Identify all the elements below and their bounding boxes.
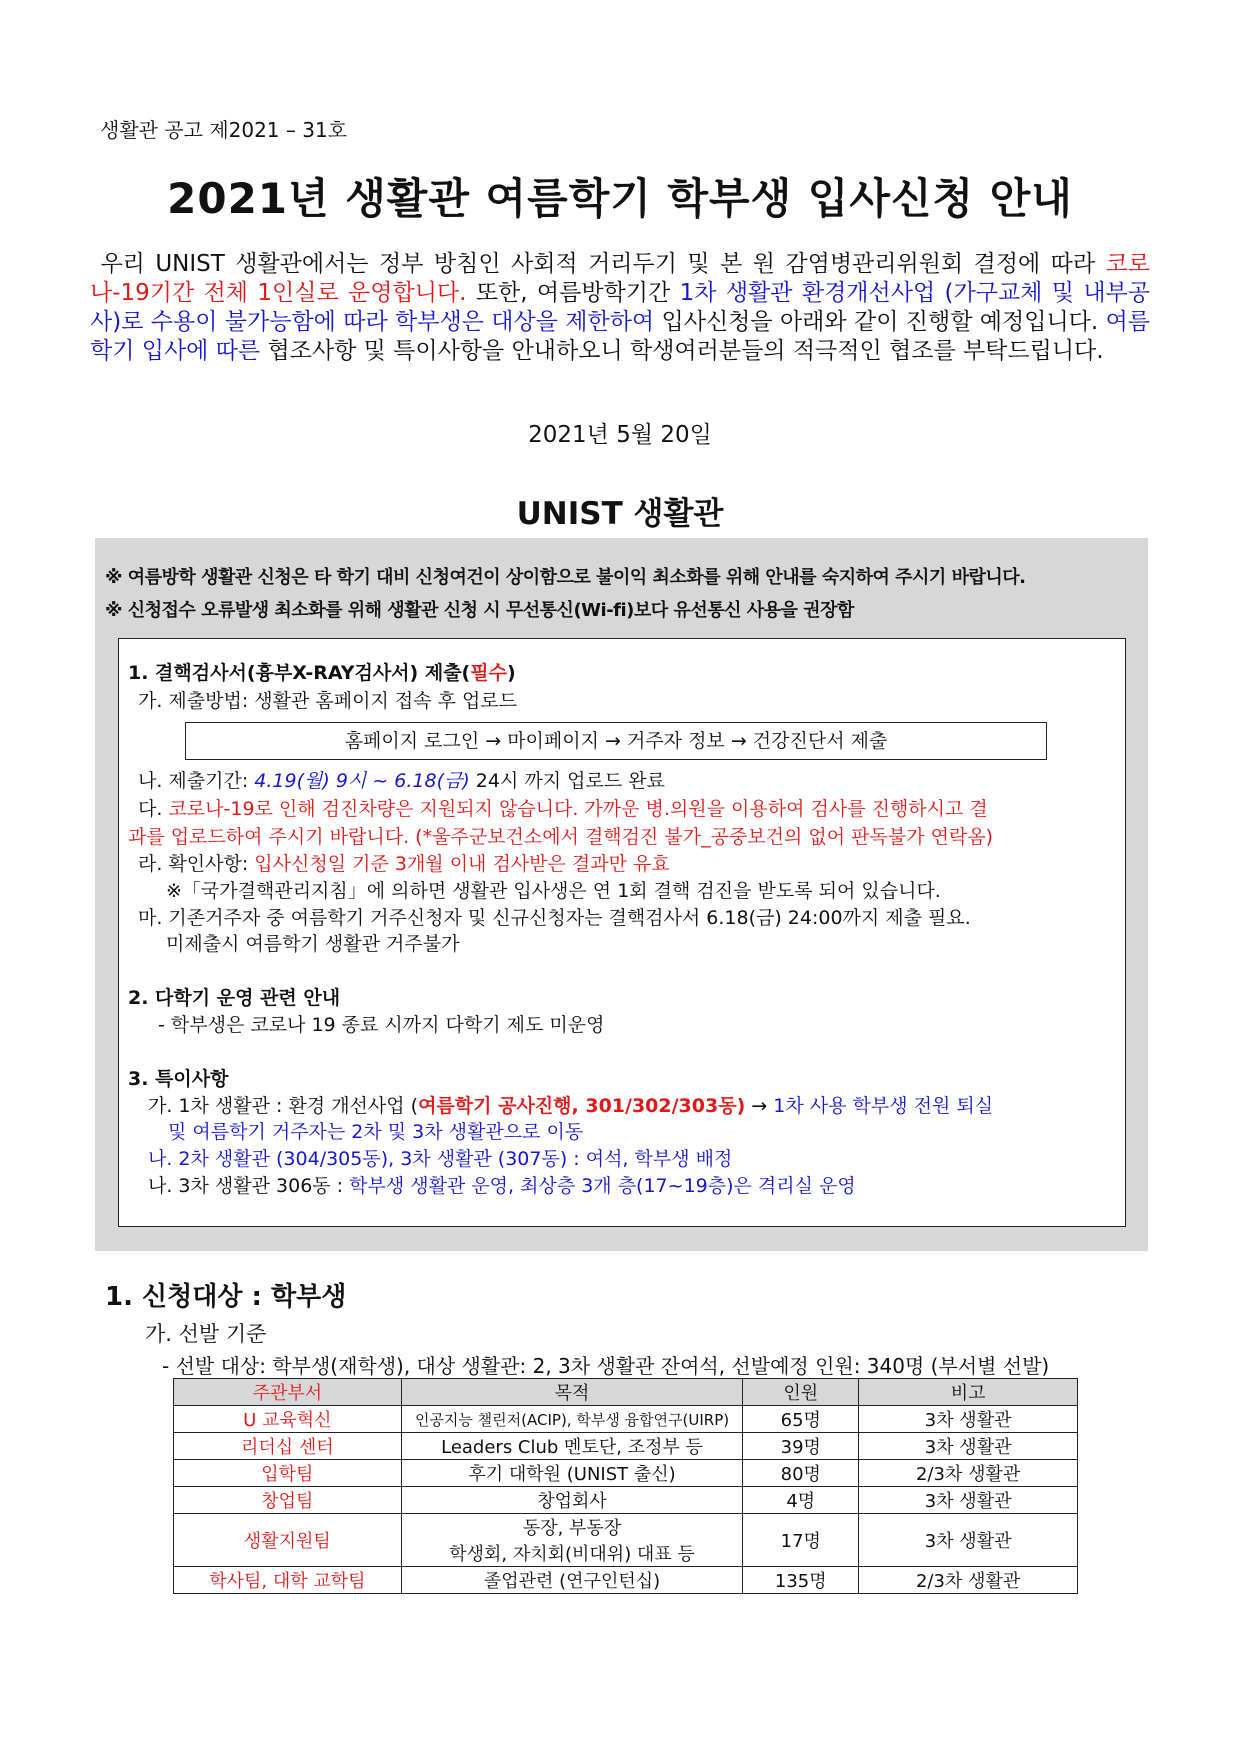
cell-count: 80명 (743, 1460, 859, 1487)
cell-count: 39명 (743, 1433, 859, 1460)
cell-note: 3차 생활관 (859, 1514, 1078, 1567)
section-subheading: 가. 선발 기준 (145, 1322, 267, 1346)
table-row (174, 1460, 1078, 1487)
organization-name: UNIST 생활관 (516, 496, 724, 532)
s1-period: 나. 제출기간: 4.19(월) 9시 ~ 6.18(금) 24시 까지 업로드 완료 (138, 770, 665, 792)
table-row (174, 1433, 1078, 1460)
cell-dept: 창업팀 (174, 1487, 402, 1514)
intro-text-2: 또한, 여름방학기간 (466, 280, 680, 306)
gray-note-1: ※ 여름방학 생활관 신청은 타 학기 대비 신청여건이 상이함으로 불이익 최소화를 위해 안내를 숙지하여 주시기 바랍니다. (105, 567, 1026, 588)
intro-highlight-renovation: 1차 생활관 환경개선사업 (가구교체 및 내부공사)로 수용이 불가능함에 따라 학부생은 대상을 제한하여 (90, 280, 1150, 335)
cell-count: 4명 (743, 1487, 859, 1514)
table-row (174, 1406, 1078, 1433)
header-dept: 주관부서 (174, 1379, 402, 1406)
intro-highlight-summer: 여름 학기 입사에 따른 (90, 309, 1150, 364)
page-title: 2021년 생활관 여름학기 학부생 입사신청 안내 (167, 174, 1073, 223)
intro-text-4: 협조사항 및 특이사항을 안내하오니 학생여러분들의 적극적인 협조를 부탁드립니다. (260, 338, 1104, 364)
cell-purpose: 졸업관련 (연구인턴십) (401, 1567, 743, 1594)
s3-item-a1: 가. 1차 생활관 : 환경 개선사업 (여름학기 공사진행, 301/302/303동) → 1차 사용 학부생 전원 퇴실 (148, 1095, 994, 1117)
selection-table (173, 1378, 1078, 1594)
s1-title: 1. 결핵검사서(흉부X-RAY검사서) 제출(필수) (128, 662, 516, 684)
cell-dept: 생활지원팀 (174, 1514, 402, 1567)
s1-deadline-1: 마. 기존거주자 중 여름학기 거주신청자 및 신규신청자는 결핵검사서 6.18(금) 24:00까지 제출 필요. (138, 907, 971, 929)
intro-text-1: 우리 UNIST 생활관에서는 정부 방침인 사회적 거리두기 및 본 원 감염병관리위원회 결정에 따라 (100, 251, 1106, 277)
period-dates: 4.19(월) 9시 ~ 6.18(금) (254, 770, 470, 792)
s1-check: 라. 확인사항: 입사신청일 기준 3개월 이내 검사받은 결과만 유효 (138, 853, 670, 875)
intro-highlight-single-room: 코로나-19기간 전체 1인실로 운영합니다. (90, 251, 1150, 306)
header-count: 인원 (743, 1379, 859, 1406)
cell-count: 65명 (743, 1406, 859, 1433)
s1-guideline-note: ※「국가결핵관리지침」에 의하면 생활관 입사생은 연 1회 결핵 검진을 받도록 되어 있습니다. (166, 880, 941, 902)
cell-note: 3차 생활관 (859, 1406, 1078, 1433)
intro-text-3: 입사신청을 아래와 같이 진행할 예정입니다. (654, 309, 1106, 335)
selection-criteria: - 선발 대상: 학부생(재학생), 대상 생활관: 2, 3차 생활관 잔여석, 선발예정 인원: 340명 (부서별 선발) (162, 1354, 1050, 1378)
s3-title: 3. 특이사항 (128, 1068, 229, 1090)
cell-count: 135명 (743, 1567, 859, 1594)
required-label: 필수 (470, 662, 507, 684)
header-note: 비고 (859, 1379, 1078, 1406)
gray-note-2: ※ 신청접수 오류발생 최소화를 위해 생활관 신청 시 무선통신(Wi-fi)보다 유선통신 사용을 권장함 (105, 600, 854, 621)
notice-number: 생활관 공고 제2021 – 31호 (100, 118, 348, 142)
s1-deadline-2: 미제출시 여름학기 생활관 거주불가 (166, 933, 460, 955)
cell-purpose: 인공지능 챌린저(ACIP), 학부생 융합연구(UIRP) (401, 1406, 743, 1433)
table-row (174, 1567, 1078, 1594)
cell-purpose: 후기 대학원 (UNIST 출신) (401, 1460, 743, 1487)
header-purpose: 목적 (401, 1379, 743, 1406)
s2-title: 2. 다학기 운영 관련 안내 (128, 987, 341, 1009)
cell-dept: 학사팀, 대학 교학팀 (174, 1567, 402, 1594)
cell-count: 17명 (743, 1514, 859, 1567)
s3-item-b: 나. 2차 생활관 (304/305동), 3차 생활관 (307동) : 여석, 학부생 배정 (148, 1148, 733, 1170)
cell-dept: 입학팀 (174, 1460, 402, 1487)
cell-purpose: 동장, 부동장 학생회, 자치회(비대위) 대표 등 (401, 1514, 743, 1567)
table-header-row (174, 1379, 1078, 1406)
cell-note: 2/3차 생활관 (859, 1460, 1078, 1487)
cell-purpose: Leaders Club 멘토단, 조정부 등 (401, 1433, 743, 1460)
upload-flow: 홈페이지 로그인 → 마이페이지 → 거주자 정보 → 건강진단서 제출 (185, 722, 1047, 760)
cell-dept: 리더십 센터 (174, 1433, 402, 1460)
cell-note: 2/3차 생활관 (859, 1567, 1078, 1594)
s1-notice-c2: 과를 업로드하여 주시기 바랍니다. (*울주군보건소에서 결핵검진 불가_공중보건의 없어 판독불가 연락옴) (128, 826, 994, 848)
intro-paragraph (90, 250, 1150, 366)
table-row (174, 1487, 1078, 1514)
cell-note: 3차 생활관 (859, 1487, 1078, 1514)
s1-notice-c1: 다. 코로나-19로 인해 검진차량은 지원되지 않습니다. 가까운 병.의원을 이용하여 검사를 진행하시고 결 (138, 798, 988, 820)
s2-text: - 학부생은 코로나 19 종료 시까지 다학기 제도 미운영 (158, 1014, 605, 1036)
notice-date: 2021년 5월 20일 (528, 422, 712, 448)
cell-dept: U 교육혁신 (174, 1406, 402, 1433)
cell-note: 3차 생활관 (859, 1433, 1078, 1460)
s3-item-a2: 및 여름학기 거주자는 2차 및 3차 생활관으로 이동 (168, 1121, 584, 1143)
section-heading: 1. 신청대상 : 학부생 (105, 1282, 347, 1312)
s3-item-c: 나. 3차 생활관 306동 : 학부생 생활관 운영, 최상층 3개 층(17~19층)은 격리실 운영 (148, 1175, 856, 1197)
s1-method: 가. 제출방법: 생활관 홈페이지 접속 후 업로드 (138, 690, 518, 712)
table-row (174, 1514, 1078, 1567)
cell-purpose: 창업회사 (401, 1487, 743, 1514)
